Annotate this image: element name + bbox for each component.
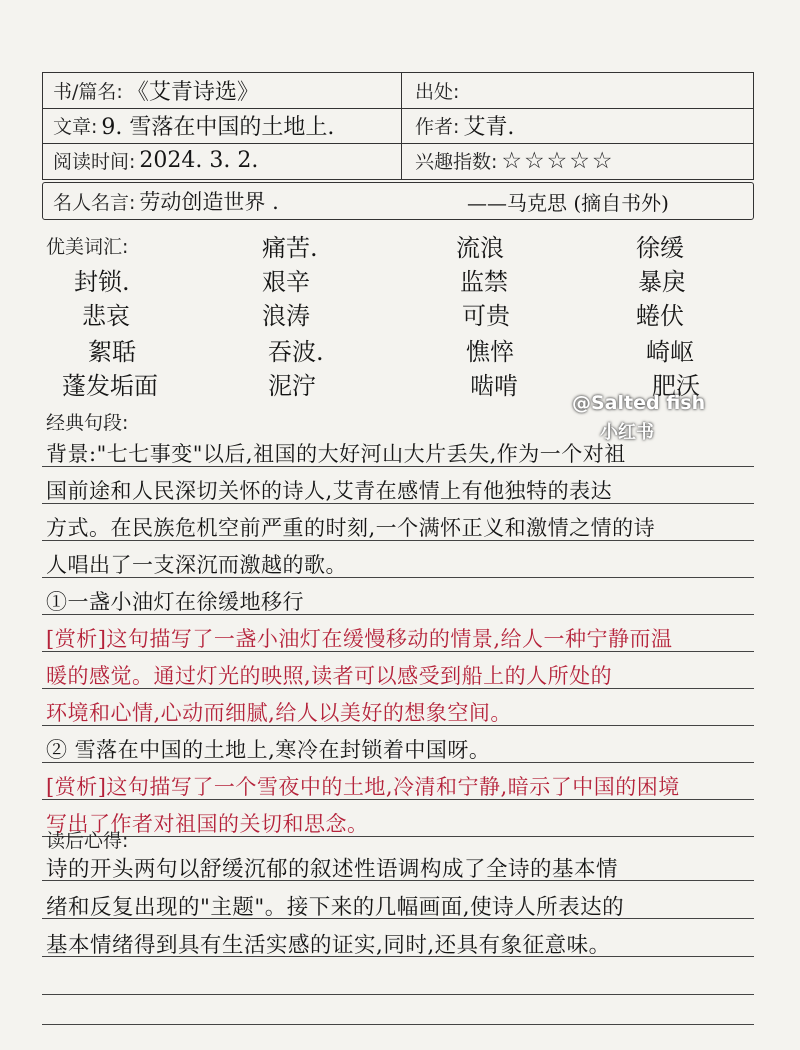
date-label: 阅读时间:	[53, 151, 136, 173]
classic-label: 经典句段:	[46, 412, 129, 434]
rule-line	[42, 994, 754, 995]
vocab-word: 蜷伏	[636, 302, 684, 330]
vocab-word: 肥沃	[652, 372, 700, 400]
vocab-word: 泥泞	[268, 372, 316, 400]
quote-label: 名人名言:	[53, 191, 136, 214]
quote-box	[42, 182, 754, 220]
vocab-word: 可贵	[462, 302, 510, 330]
classic-analysis-line: 环境和心情,心动而细腻,给人以美好的想象空间。	[46, 701, 512, 725]
vocab-label: 优美词汇:	[46, 236, 129, 258]
vocab-word: 悲哀	[82, 302, 130, 330]
watermark-platform: 小红书	[600, 422, 654, 443]
vocab-word: 蓬发垢面	[62, 372, 158, 400]
info-table	[42, 72, 754, 180]
classic-analysis-line: 暖的感觉。通过灯光的映照,读者可以感受到船上的人所处的	[46, 664, 613, 688]
classic-line: 人唱出了一支深沉而激越的歌。	[46, 553, 347, 577]
info-row-book	[43, 73, 753, 109]
classic-line: ①一盏小油灯在徐缓地移行	[46, 590, 304, 614]
rule-line	[42, 1024, 754, 1025]
classic-analysis-line: [赏析]这句描写了一盏小油灯在缓慢移动的情景,给人一种宁静而温	[46, 627, 673, 651]
quote-text: 劳动创造世界 .	[139, 190, 279, 214]
classic-line: ② 雪落在中国的土地上,寒冷在封锁着中国呀。	[46, 738, 491, 762]
author-label: 作者:	[415, 116, 460, 138]
book-label: 书/篇名:	[53, 81, 123, 103]
classic-analysis-line: 写出了作者对祖国的关切和思念。	[46, 812, 369, 836]
classic-line: 背景:"七七事变"以后,祖国的大好河山大片丢失,作为一个对祖	[46, 442, 626, 466]
info-row-date	[43, 143, 753, 178]
vocab-word: 封锁.	[74, 268, 130, 296]
vocab-word: 艰辛	[262, 268, 310, 296]
vocab-word: 崎岖	[646, 338, 694, 366]
chapter-value: 9. 雪落在中国的土地上.	[101, 115, 335, 140]
info-row-chapter	[43, 108, 753, 144]
interest-stars: ☆☆☆☆☆	[501, 147, 615, 174]
vocab-word: 痛苦.	[262, 234, 318, 262]
vocab-word: 流浪	[456, 234, 504, 262]
reflection-line: 诗的开头两句以舒缓沉郁的叙述性语调构成了全诗的基本情	[46, 857, 619, 882]
vocab-word: 暴戾	[638, 268, 686, 296]
book-value: 《艾青诗选》	[126, 80, 259, 105]
vocab-word: 憔悴	[466, 338, 514, 366]
vocab-word: 监禁	[460, 268, 508, 296]
vocab-word: 徐缓	[636, 234, 684, 262]
vocab-word: 浪涛	[262, 302, 310, 330]
reflection-label: 读后心得:	[46, 830, 129, 852]
quote-attribution: ——马克思 (摘自书外)	[467, 190, 669, 215]
vocab-word: 吞波.	[268, 338, 324, 366]
classic-analysis-line: [赏析]这句描写了一个雪夜中的土地,冷清和宁静,暗示了中国的困境	[46, 775, 680, 799]
vocab-word: 絮聒	[88, 338, 136, 366]
source-label: 出处:	[415, 81, 460, 103]
reflection-line: 基本情绪得到具有生活实感的证实,同时,还具有象征意味。	[46, 933, 611, 958]
date-value: 2024. 3. 2.	[139, 148, 259, 173]
chapter-label: 文章:	[53, 116, 98, 138]
watermark-handle: @Salted fish	[572, 392, 706, 414]
author-value: 艾青.	[463, 115, 515, 140]
interest-label: 兴趣指数:	[415, 151, 498, 173]
classic-line: 国前途和人民深切关怀的诗人,艾青在感情上有他独特的表达	[46, 479, 613, 503]
reflection-line: 绪和反复出现的"主题"。接下来的几幅画面,使诗人所表达的	[46, 895, 625, 920]
vocab-word: 啮啃	[470, 372, 518, 400]
classic-line: 方式。在民族危机空前严重的时刻,一个满怀正义和激情之情的诗	[46, 516, 656, 540]
